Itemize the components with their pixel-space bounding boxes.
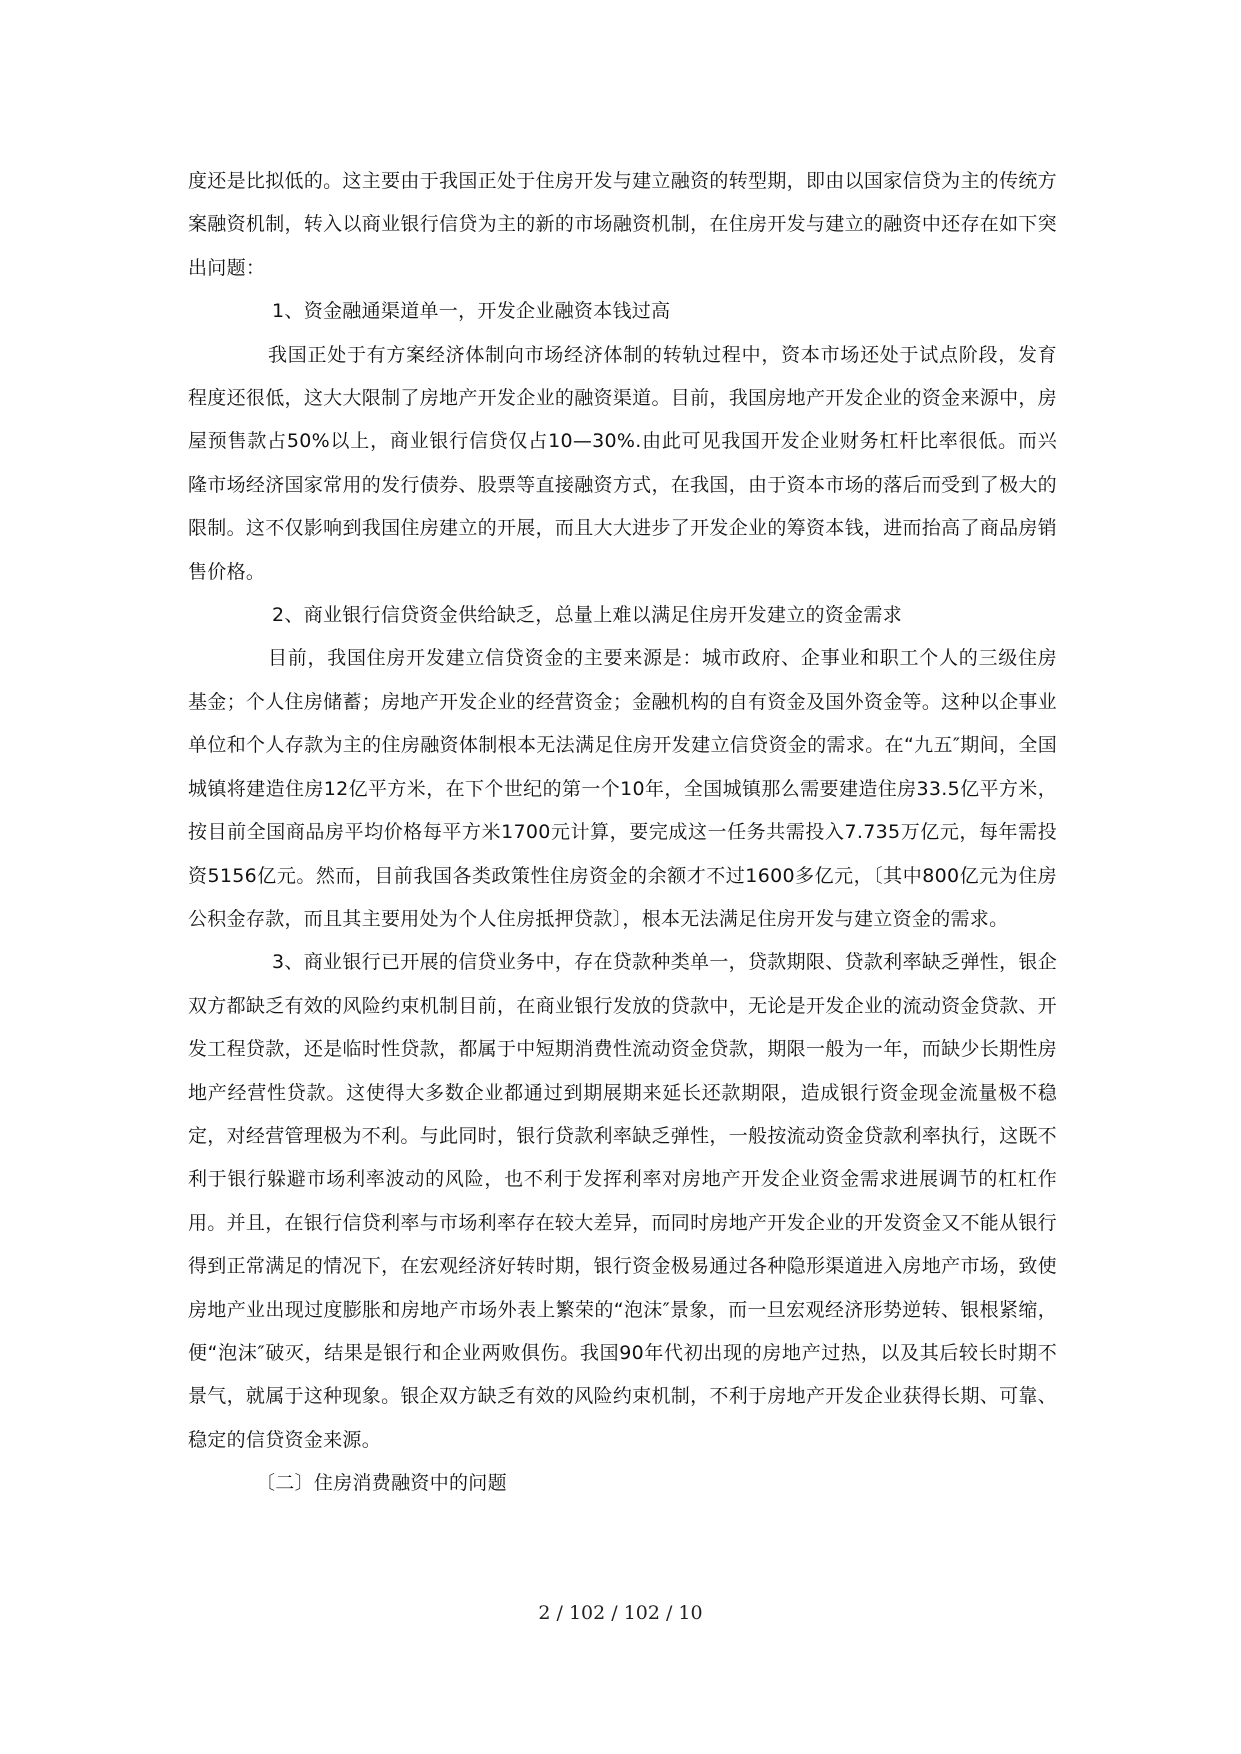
page-number-footer: 2 / 102 / 102 / 10 xyxy=(538,1602,703,1624)
section-heading-3-paragraph: 3、商业银行已开展的信贷业务中，存在贷款种类单一，贷款期限、贷款利率缺乏弹性，银企双方都缺乏有效的风险约束机制目前，在商业银行发放的贷款中，无论是开发企业的流动资金贷款、开发工程贷款，还是临时性贷款，都属于中短期消费性流动资金贷款，期限一般为一年，而缺少长期性房地产经营性贷款。这使得大多数企业都通过到期展期来延长还款期限，造成银行资金现金流量极不稳定，对经营管理极为不利。与此同时，银行贷款利率缺乏弹性，一般按流动资金贷款利率执行，这既不利于银行躲避市场利率波动的风险，也不利于发挥利率对房地产开发企业资金需求进展调节的杠杠作用。并且，在银行信贷利率与市场利率存在较大差异，而同时房地产开发企业的开发资金又不能从银行得到正常满足的情况下，在宏观经济好转时期，银行资金极易通过各种隐形渠道进入房地产市场，致使房地产业出现过度膨胀和房地产市场外表上繁荣的“泡沫″景象，而一旦宏观经济形势逆转、银根紧缩，便“泡沫″破灭，结果是银行和企业两败俱伤。我国90年代初出现的房地产过热，以及其后较长时期不景气，就属于这种现象。银企双方缺乏有效的风险约束机制，不利于房地产开发企业获得长期、可靠、稳定的信贷资金来源。 xyxy=(188,951,1057,1451)
paragraph-intro: 度还是比拟低的。这主要由于我国正处于住房开发与建立融资的转型期，即由以国家信贷为主的传统方案融资机制，转入以商业银行信贷为主的新的市场融资机制，在住房开发与建立的融资中还存在如下突出问题： xyxy=(188,170,1057,279)
paragraph-financing-channels: 我国正处于有方案经济体制向市场经济体制的转轨过程中，资本市场还处于试点阶段，发育程度还很低，这大大限制了房地产开发企业的融资渠道。目前，我国房地产开发企业的资金来源中，房屋预售款占50%以上，商业银行信贷仅占10—30%.由此可见我国开发企业财务杠杆比率很低。而兴隆市场经济国家常用的发行债券、股票等直接融资方式，在我国，由于资本市场的落后而受到了极大的限制。这不仅影响到我国住房建立的开展，而且大大进步了开发企业的筹资本钱，进而抬高了商品房销售价格。 xyxy=(188,343,1057,583)
paragraph-credit-supply: 目前，我国住房开发建立信贷资金的主要来源是：城市政府、企事业和职工个人的三级住房基金；个人住房储蓄；房地产开发企业的经营资金；金融机构的自有资金及国外资金等。这种以企事业单位和个人存款为主的住房融资体制根本无法满足住房开发建立信贷资金的需求。在“九五″期间，全国城镇将建造住房12亿平方米，在下个世纪的第一个10年，全国城镇那么需要建造住房33.5亿平方米，按目前全国商品房平均价格每平方米1700元计算，要完成这一任务共需投入7.735万亿元，每年需投资5156亿元。然而，目前我国各类政策性住房资金的余额才不过1600多亿元，〔其中800亿元为住房公积金存款，而且其主要用处为个人住房抵押贷款〕，根本无法满足住房开发与建立资金的需求。 xyxy=(188,647,1057,930)
subsection-heading-consumer-financing: 〔二〕住房消费融资中的问题 xyxy=(256,1472,507,1495)
document-body xyxy=(188,160,1057,1506)
section-heading-1: 1、资金融通渠道单一，开发企业融资本钱过高 xyxy=(272,300,671,323)
section-heading-2: 2、商业银行信贷资金供给缺乏，总量上难以满足住房开发建立的资金需求 xyxy=(272,604,902,627)
